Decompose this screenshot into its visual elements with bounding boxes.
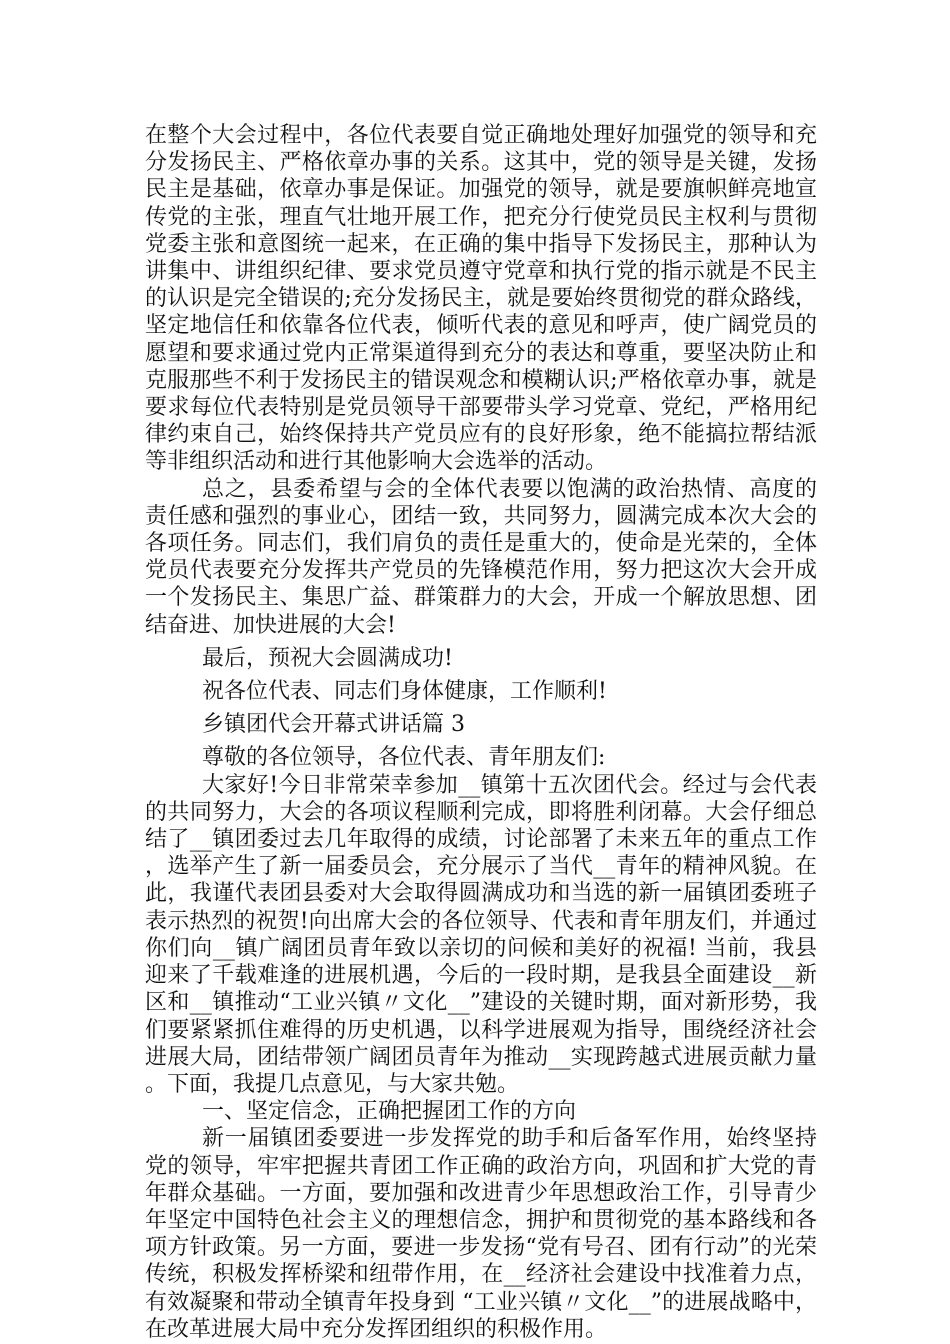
body-paragraph: 新一届镇团委要进一步发挥党的助手和后备军作用，始终坚持党的领导，牢牢把握共青团工作正确的政治方向，巩固和扩大党的青年群众基础。一方面，要加强和改进青少年思想政治工作，引导青少年坚定中国特色社会主义的理想信念，拥护和贯彻党的基本路线和各项方针政策。另一方面，要进一步发扬“党有号召、团有行动”的光荣传统，积极发挥桥梁和纽带作用，在__经济社会建设中找准着力点，有效凝聚和带动全镇青年投身到 “工业兴镇〃文化__”的进展战略中，在改革进展大局中充分发挥团组织的积极作用。 bbox=[145, 1126, 817, 1342]
body-paragraph: 最后，预祝大会圆满成功! bbox=[202, 645, 453, 671]
section-heading: 乡镇团代会开幕式讲话篇 3 bbox=[202, 712, 465, 738]
body-paragraph: 祝各位代表、同志们身体健康，工作顺利! bbox=[202, 679, 607, 705]
subsection-heading: 一、坚定信念，正确把握团工作的方向 bbox=[202, 1099, 577, 1125]
body-paragraph: 大家好!今日非常荣幸参加__镇第十五次团代会。经过与会代表的共同努力，大会的各项议程顺利完成，即将胜利闭幕。大会仔细总结了__镇团委过去几年取得的成绩，讨论部署了未来五年的重点工作，选举产生了新一届委员会，充分展示了当代__青年的精神风貌。在此，我谨代表团县委对大会取得圆满成功和当选的新一届镇团委班子表示热烈的祝贺!向出席大会的各位领导、代表和青年朋友们，并通过你们向__镇广阔团员青年致以亲切的问候和美好的祝福! 当前，我县迎来了千载难逢的进展机遇，今后的一段时期，是我县全面建设__新区和__镇推动“工业兴镇〃文化__”建设的关键时期，面对新形势，我们要紧紧抓住难得的历史机遇，以科学进展观为指导，围绕经济社会进展大局，团结带领广阔团员青年为推动__实现跨越式进展贡献力量。下面，我提几点意见，与大家共勉。 bbox=[145, 772, 817, 1097]
body-paragraph: 在整个大会过程中，各位代表要自觉正确地处理好加强党的领导和充分发扬民主、严格依章办事的关系。这其中，党的领导是关键，发扬民主是基础，依章办事是保证。加强党的领导，就是要旗帜鲜亮地宣传党的主张，理直气壮地开展工作，把充分行使党员民主权利与贯彻党委主张和意图统一起来，在正确的集中指导下发扬民主，那种认为讲集中、讲组织纪律、要求党员遵守党章和执行党的指示就是不民主的认识是完全错误的;充分发扬民主，就是要始终贯彻党的群众路线，坚定地信任和依靠各位代表，倾听代表的意见和呼声，使广阔党员的愿望和要求通过党内正常渠道得到充分的表达和尊重，要坚决防止和克服那些不利于发扬民主的错误观念和模糊认识;严格依章办事，就是要求每位代表特别是党员领导干部要带头学习党章、党纪，严格用纪律约束自己，始终保持共产党员应有的良好形象，绝不能搞拉帮结派等非组织活动和进行其他影响大会选举的活动。 bbox=[145, 123, 817, 475]
body-paragraph: 总之，县委希望与会的全体代表要以饱满的政治热情、高度的责任感和强烈的事业心，团结一致，共同努力，圆满完成本次大会的各项任务。同志们，我们肩负的责任是重大的，使命是光荣的，全体党员代表要充分发挥共产党员的先锋模范作用，努力把这次大会开成一个发扬民主、集思广益、群策群力的大会，开成一个解放思想、团结奋进、加快进展的大会! bbox=[145, 476, 817, 638]
salutation: 尊敬的各位领导，各位代表、青年朋友们: bbox=[202, 745, 606, 771]
document-page bbox=[145, 122, 817, 1343]
